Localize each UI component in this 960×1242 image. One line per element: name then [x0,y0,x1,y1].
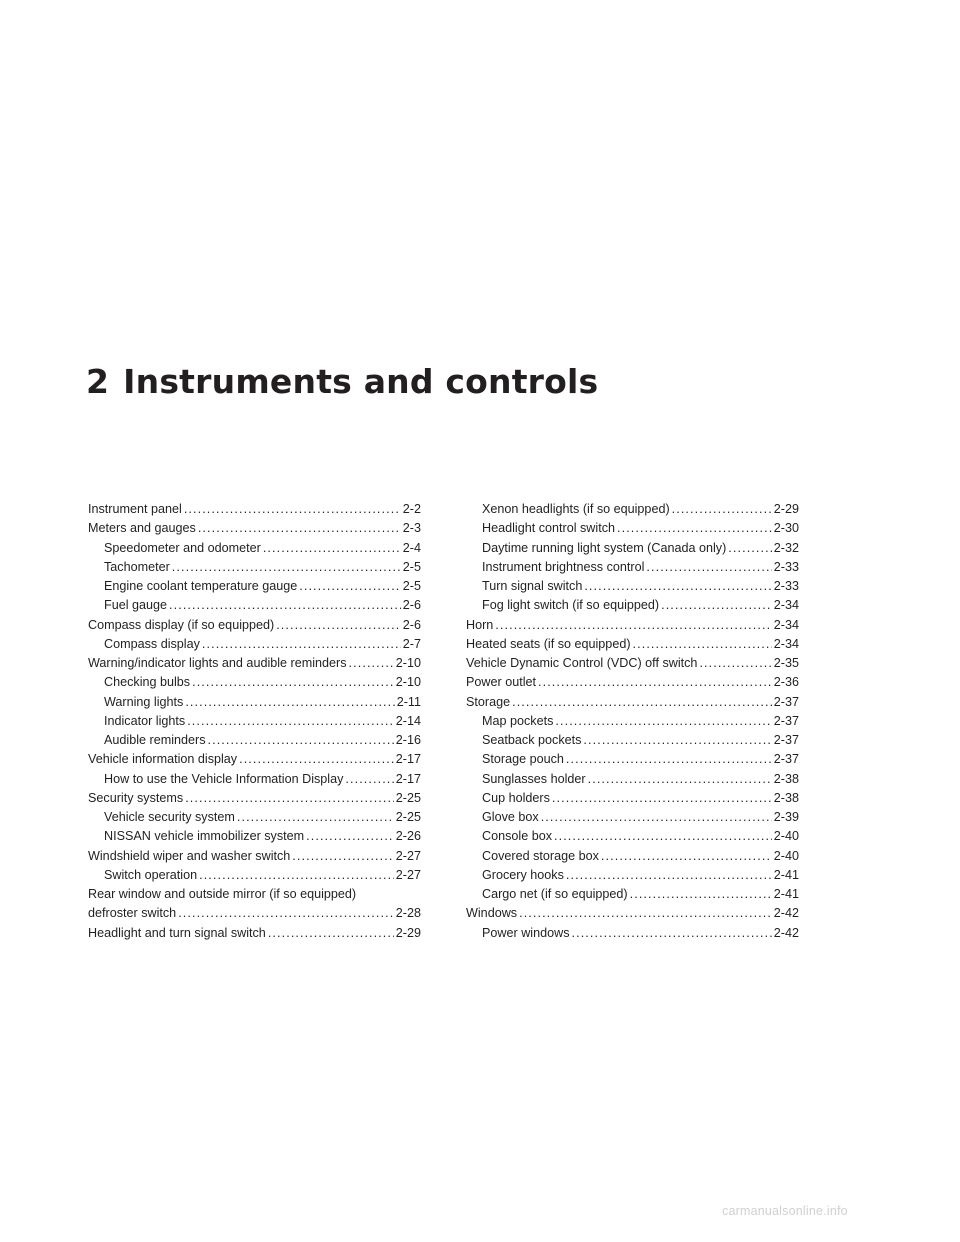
toc-entry[interactable] [88,539,421,558]
toc-entry-page: 2-26 [395,829,421,844]
toc-entry-label: Heated seats (if so equipped) [466,636,631,651]
dot-leader [541,808,772,827]
toc-entry-page: 2-6 [402,598,421,613]
watermark: carmanualsonline.info [722,1204,848,1218]
toc-entry[interactable] [88,808,421,827]
toc-entry-label: Rear window and outside mirror (if so equipped) [88,887,357,901]
chapter-number: 2 [86,362,110,401]
dot-leader [672,500,772,519]
toc-entry-page: 2-30 [773,521,799,536]
toc-entry[interactable] [466,596,799,615]
toc-entry-page: 2-33 [773,579,799,593]
toc-entry-label: Fuel gauge [104,598,168,613]
toc-entry-page: 2-39 [773,810,799,824]
toc-entry[interactable] [88,789,421,808]
dot-leader [572,924,772,943]
toc-entry-page: 2-34 [773,617,799,632]
toc-entry[interactable] [466,635,799,654]
chapter-name: Instruments and controls [123,362,599,401]
toc-entry-label: Power windows [482,925,570,940]
toc-entry-label: Checking bulbs [104,675,191,690]
dot-leader [630,885,772,904]
toc-entry-label: Switch operation [104,867,198,882]
dot-leader [292,847,393,866]
toc-entry[interactable] [466,654,799,673]
toc-entry[interactable] [466,770,799,789]
toc-entry[interactable] [88,750,421,769]
dot-leader [699,654,771,673]
dot-leader [552,789,772,808]
toc-entry[interactable] [466,500,799,519]
toc-entry-page: 2-14 [395,713,421,728]
toc-entry-page: 2-7 [402,636,421,651]
dot-leader [187,712,394,731]
toc-entry[interactable] [466,731,799,750]
toc-entry[interactable] [88,673,421,692]
toc-entry-label: Tachometer [104,559,170,574]
dot-leader [172,558,401,577]
toc-entry[interactable] [466,827,799,846]
toc-entry-page: 2-42 [773,906,799,921]
toc-entry-label: Storage pouch [482,752,564,767]
toc-entry-page: 2-17 [395,771,421,786]
toc-entry-page: 2-5 [402,579,421,593]
toc-entry-page: 2-37 [773,694,799,709]
toc-entry[interactable] [466,539,799,558]
toc-entry-label: Covered storage box [482,848,599,863]
toc-entry[interactable] [88,635,421,654]
toc-entry[interactable] [88,712,421,731]
dot-leader [495,616,771,635]
toc-entry-label: Headlight and turn signal switch [88,925,266,940]
dot-leader [345,770,393,789]
toc-entry-page: 2-34 [773,598,799,613]
toc-entry-page: 2-34 [773,636,799,651]
toc-entry-label: Audible reminders [104,733,206,747]
toc-entry[interactable] [88,519,421,538]
toc-entry-label: Indicator lights [104,713,186,728]
toc-entry-label: Cargo net (if so equipped) [482,887,628,901]
toc-entry-label: Engine coolant temperature gauge [104,579,298,593]
dot-leader [633,635,772,654]
toc-entry[interactable] [88,904,421,923]
toc-entry-label: Xenon headlights (if so equipped) [482,502,670,516]
dot-leader [208,731,394,750]
toc-entry-label: Horn [466,617,494,632]
dot-leader [198,519,401,538]
toc-entry-label: How to use the Vehicle Information Display [104,771,344,786]
toc-entry-page: 2-6 [402,617,421,632]
toc-entry[interactable] [88,577,421,596]
dot-leader [601,847,772,866]
toc-entry-page: 2-36 [773,675,799,690]
dot-leader [268,924,394,943]
toc-entry-page: 2-32 [773,540,799,555]
toc-entry-label: Headlight control switch [482,521,615,536]
dot-leader [566,750,772,769]
dot-leader [239,750,394,769]
toc-entry-page: 2-38 [773,771,799,786]
toc-entry-page: 2-2 [402,502,421,516]
toc-entry-label: Glove box [482,810,539,824]
toc-entry[interactable] [466,885,799,904]
toc-entry-label: Compass display (if so equipped) [88,617,275,632]
toc-entry-page: 2-10 [395,675,421,690]
chapter-title [86,362,598,401]
dot-leader [306,827,394,846]
toc-entry[interactable] [88,558,421,577]
toc-entry-label: Daytime running light system (Canada only) [482,540,727,555]
toc-entry-page: 2-25 [395,790,421,805]
toc-entry-page: 2-28 [395,906,421,921]
dot-leader [169,596,401,615]
toc-entry[interactable] [88,731,421,750]
toc-entry-page: 2-41 [773,887,799,901]
dot-leader [646,558,771,577]
toc-entry-label: Fog light switch (if so equipped) [482,598,660,613]
toc-entry-label: NISSAN vehicle immobilizer system [104,829,305,844]
toc-entry-page: 2-10 [395,656,421,670]
toc-entry-page: 2-37 [773,733,799,747]
toc-entry-label: Windshield wiper and washer switch [88,848,291,863]
toc-entry-page: 2-37 [773,713,799,728]
toc-entry[interactable] [466,558,799,577]
dot-leader [566,866,772,885]
toc-entry-page: 2-3 [402,521,421,536]
toc-entry-page: 2-5 [402,559,421,574]
dot-leader [617,519,772,538]
toc-entry-label: Speedometer and odometer [104,540,261,555]
toc-entry-line[interactable] [88,885,421,904]
toc-entry-page: 2-33 [773,559,799,574]
toc-entry-label: Warning/indicator lights and audible reminders [88,656,347,670]
toc-entry-page: 2-41 [773,867,799,882]
toc-entry[interactable] [88,693,421,712]
dot-leader [583,731,771,750]
toc-entry-label: Storage [466,694,511,709]
toc-entry-page: 2-11 [396,694,421,709]
toc-entry[interactable] [466,712,799,731]
dot-leader [349,654,394,673]
toc-entry-label: Warning lights [104,694,184,709]
toc-entry[interactable] [88,866,421,885]
toc-entry-label: Cup holders [482,790,550,805]
dot-leader [661,596,772,615]
toc-entry[interactable] [88,924,421,943]
dot-leader [185,693,394,712]
toc-entry[interactable] [88,616,421,635]
toc-entry-label: Security systems [88,790,184,805]
toc-left-column [88,500,421,943]
toc-entry-label: Instrument brightness control [482,559,645,574]
toc-entry-label: Vehicle information display [88,752,238,767]
toc-entry-page: 2-16 [395,733,421,747]
toc-entry[interactable] [466,847,799,866]
toc-entry-label: Compass display [104,636,200,651]
toc-entry[interactable] [466,750,799,769]
toc-entry-page: 2-27 [395,848,421,863]
toc-entry-label: Console box [482,829,553,844]
toc-entry-page: 2-35 [773,656,799,670]
toc-entry[interactable] [466,924,799,943]
toc-entry-label: Instrument panel [88,502,182,516]
dot-leader [584,577,771,596]
toc-entry-label: Windows [466,906,518,921]
dot-leader [185,789,394,808]
toc-entry[interactable] [466,904,799,923]
dot-leader [554,827,772,846]
dot-leader [276,616,401,635]
toc-entry-page: 2-40 [773,848,799,863]
dot-leader [538,673,772,692]
toc-entry[interactable] [466,616,799,635]
toc-entry-page: 2-17 [395,752,421,767]
toc-entry-page: 2-42 [773,925,799,940]
toc-entry[interactable] [466,693,799,712]
dot-leader [555,712,771,731]
toc-entry[interactable] [88,847,421,866]
dot-leader [178,904,394,923]
toc-entry-page: 2-29 [395,925,421,940]
toc-entry[interactable] [466,519,799,538]
toc-entry-label: Map pockets [482,713,554,728]
toc-entry[interactable] [466,808,799,827]
toc-entry-label: Turn signal switch [482,579,583,593]
dot-leader [202,635,401,654]
toc-entry[interactable] [88,827,421,846]
toc-entry-page: 2-29 [773,502,799,516]
toc-entry-page: 2-40 [773,829,799,844]
toc-entry[interactable] [466,866,799,885]
dot-leader [192,673,394,692]
toc-entry[interactable] [466,577,799,596]
toc-entry[interactable] [88,770,421,789]
toc-entry-label: defroster switch [88,906,177,921]
dot-leader [728,539,771,558]
toc-entry-page: 2-4 [402,540,421,555]
toc-entry[interactable] [88,596,421,615]
toc-entry[interactable] [466,673,799,692]
dot-leader [199,866,394,885]
dot-leader [512,693,772,712]
dot-leader [519,904,772,923]
toc-entry-label: Seatback pockets [482,733,582,747]
toc-entry-page: 2-25 [395,810,421,824]
toc-entry-page: 2-27 [395,867,421,882]
dot-leader [184,500,401,519]
toc-entry-label: Meters and gauges [88,521,196,536]
dot-leader [263,539,401,558]
toc-entry-label: Grocery hooks [482,867,564,882]
dot-leader [299,577,401,596]
toc-entry-page: 2-37 [773,752,799,767]
toc-entry[interactable] [466,789,799,808]
toc-entry-page: 2-38 [773,790,799,805]
dot-leader [588,770,772,789]
toc-entry-label: Vehicle Dynamic Control (VDC) off switch [466,656,698,670]
toc-entry[interactable] [88,500,421,519]
toc-right-column [466,500,799,943]
toc-entry-label: Vehicle security system [104,810,235,824]
toc-entry-label: Power outlet [466,675,537,690]
dot-leader [237,808,394,827]
toc-entry[interactable] [88,654,421,673]
toc-entry-label: Sunglasses holder [482,771,586,786]
